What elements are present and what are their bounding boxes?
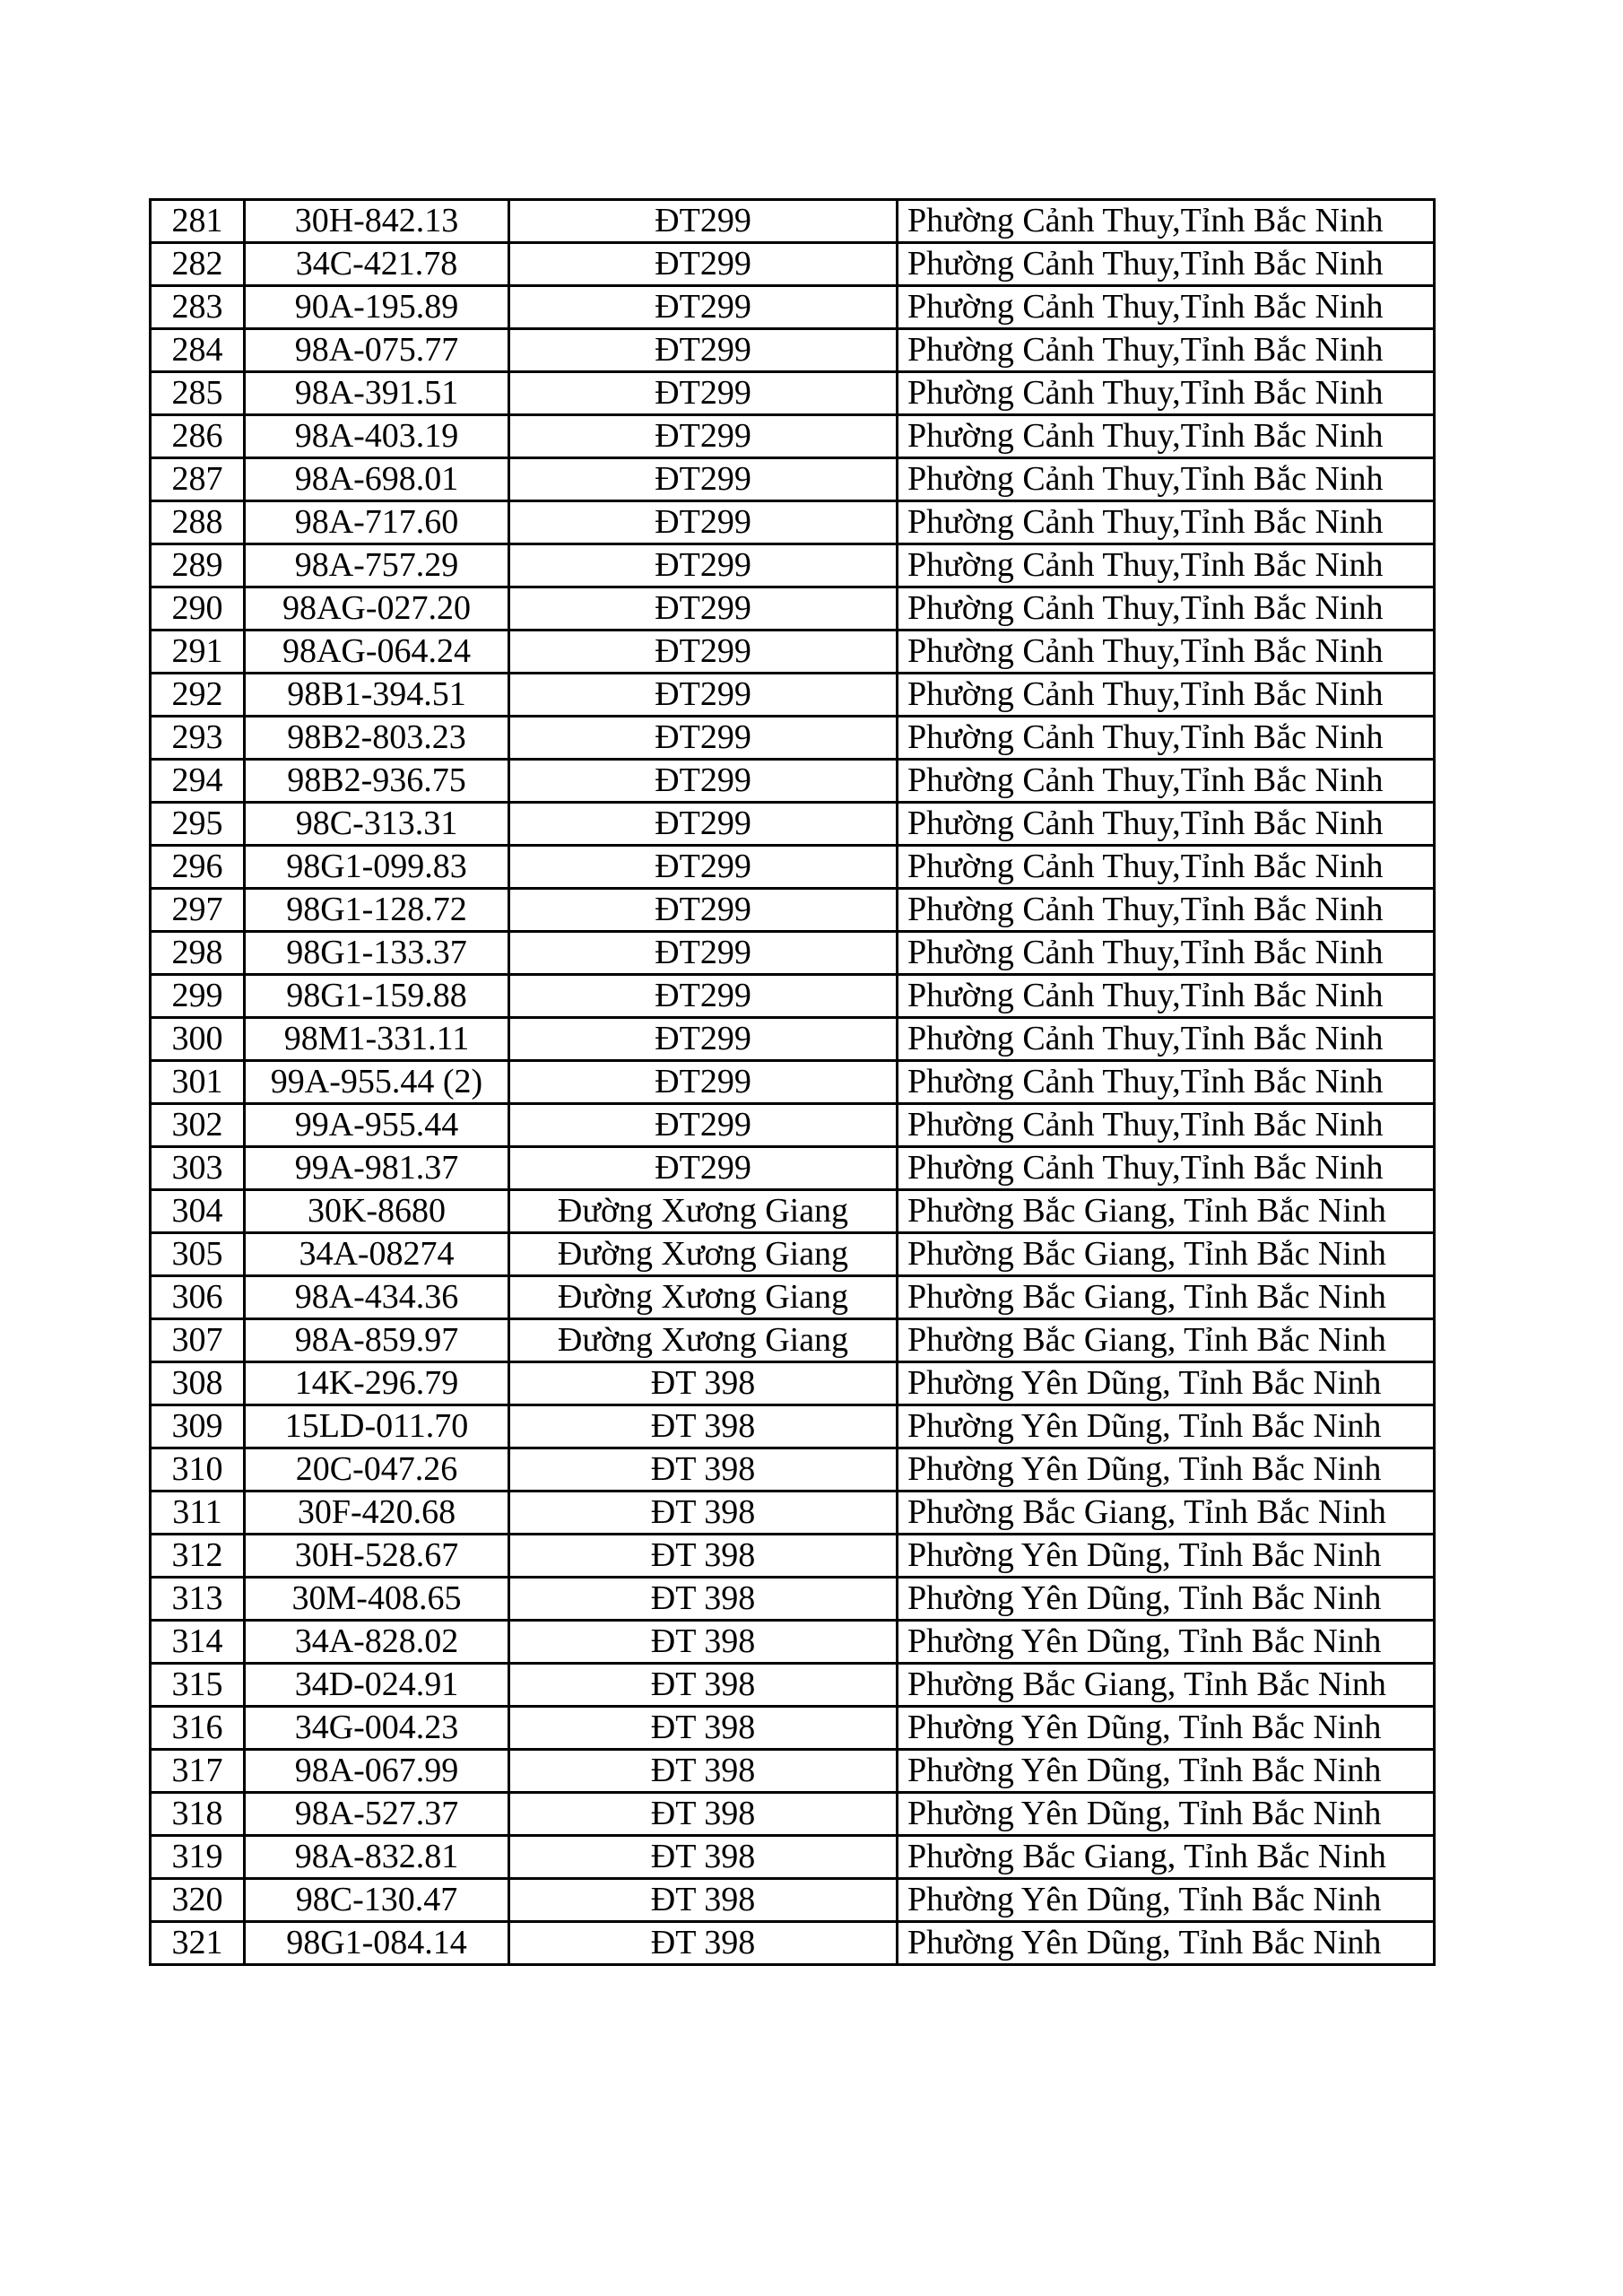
table-row <box>151 1578 1435 1621</box>
license-plate-cell: 98C-130.47 <box>245 1879 509 1922</box>
table-row <box>151 674 1435 717</box>
row-number-cell: 301 <box>151 1061 245 1104</box>
location-cell: Phường Yên Dũng, Tỉnh Bắc Ninh <box>898 1793 1435 1836</box>
table-row <box>151 243 1435 286</box>
row-number-cell: 319 <box>151 1836 245 1879</box>
row-number-cell: 303 <box>151 1147 245 1190</box>
table-row <box>151 501 1435 544</box>
road-cell: ĐT 398 <box>509 1836 898 1879</box>
license-plate-cell: 34D-024.91 <box>245 1664 509 1707</box>
table-row <box>151 932 1435 975</box>
table-row <box>151 1535 1435 1578</box>
license-plate-cell: 98G1-099.83 <box>245 846 509 889</box>
license-plate-cell: 98A-859.97 <box>245 1319 509 1362</box>
row-number-cell: 310 <box>151 1448 245 1492</box>
location-cell: Phường Cảnh Thuy,Tỉnh Bắc Ninh <box>898 587 1435 631</box>
license-plate-cell: 14K-296.79 <box>245 1362 509 1405</box>
location-cell: Phường Yên Dũng, Tỉnh Bắc Ninh <box>898 1362 1435 1405</box>
license-plate-cell: 98C-313.31 <box>245 803 509 846</box>
license-plate-cell: 30H-842.13 <box>245 200 509 243</box>
row-number-cell: 294 <box>151 760 245 803</box>
location-cell: Phường Cảnh Thuy,Tỉnh Bắc Ninh <box>898 501 1435 544</box>
road-cell: ĐT 398 <box>509 1448 898 1492</box>
location-cell: Phường Cảnh Thuy,Tỉnh Bắc Ninh <box>898 674 1435 717</box>
license-plate-cell: 90A-195.89 <box>245 286 509 329</box>
road-cell: ĐT299 <box>509 286 898 329</box>
location-cell: Phường Yên Dũng, Tỉnh Bắc Ninh <box>898 1405 1435 1448</box>
location-cell: Phường Bắc Giang, Tỉnh Bắc Ninh <box>898 1492 1435 1535</box>
row-number-cell: 284 <box>151 329 245 372</box>
row-number-cell: 306 <box>151 1276 245 1319</box>
location-cell: Phường Cảnh Thuy,Tỉnh Bắc Ninh <box>898 1104 1435 1147</box>
row-number-cell: 320 <box>151 1879 245 1922</box>
table-row <box>151 329 1435 372</box>
table-row <box>151 1879 1435 1922</box>
location-cell: Phường Cảnh Thuy,Tỉnh Bắc Ninh <box>898 200 1435 243</box>
row-number-cell: 311 <box>151 1492 245 1535</box>
table-row <box>151 372 1435 415</box>
table-row <box>151 889 1435 932</box>
row-number-cell: 300 <box>151 1018 245 1061</box>
license-plate-cell: 98G1-084.14 <box>245 1922 509 1965</box>
location-cell: Phường Bắc Giang, Tỉnh Bắc Ninh <box>898 1276 1435 1319</box>
road-cell: ĐT 398 <box>509 1492 898 1535</box>
road-cell: Đường Xương Giang <box>509 1190 898 1233</box>
row-number-cell: 317 <box>151 1750 245 1793</box>
table-row <box>151 1319 1435 1362</box>
row-number-cell: 288 <box>151 501 245 544</box>
location-cell: Phường Yên Dũng, Tỉnh Bắc Ninh <box>898 1535 1435 1578</box>
license-plate-cell: 15LD-011.70 <box>245 1405 509 1448</box>
row-number-cell: 296 <box>151 846 245 889</box>
road-cell: ĐT299 <box>509 975 898 1018</box>
road-cell: ĐT 398 <box>509 1362 898 1405</box>
row-number-cell: 290 <box>151 587 245 631</box>
road-cell: ĐT299 <box>509 846 898 889</box>
road-cell: ĐT 398 <box>509 1879 898 1922</box>
table-row <box>151 1836 1435 1879</box>
row-number-cell: 299 <box>151 975 245 1018</box>
road-cell: ĐT 398 <box>509 1535 898 1578</box>
row-number-cell: 289 <box>151 544 245 587</box>
license-plate-cell: 30M-408.65 <box>245 1578 509 1621</box>
road-cell: ĐT299 <box>509 1061 898 1104</box>
table-row <box>151 975 1435 1018</box>
table-row <box>151 760 1435 803</box>
location-cell: Phường Cảnh Thuy,Tỉnh Bắc Ninh <box>898 544 1435 587</box>
location-cell: Phường Bắc Giang, Tỉnh Bắc Ninh <box>898 1836 1435 1879</box>
road-cell: ĐT299 <box>509 501 898 544</box>
license-plate-cell: 98G1-159.88 <box>245 975 509 1018</box>
row-number-cell: 308 <box>151 1362 245 1405</box>
row-number-cell: 282 <box>151 243 245 286</box>
records-body <box>151 200 1435 1965</box>
location-cell: Phường Cảnh Thuy,Tỉnh Bắc Ninh <box>898 415 1435 458</box>
road-cell: ĐT 398 <box>509 1621 898 1664</box>
table-row <box>151 415 1435 458</box>
road-cell: ĐT 398 <box>509 1793 898 1836</box>
table-row <box>151 544 1435 587</box>
table-row <box>151 1793 1435 1836</box>
road-cell: ĐT299 <box>509 200 898 243</box>
location-cell: Phường Bắc Giang, Tỉnh Bắc Ninh <box>898 1319 1435 1362</box>
row-number-cell: 295 <box>151 803 245 846</box>
row-number-cell: 304 <box>151 1190 245 1233</box>
road-cell: Đường Xương Giang <box>509 1319 898 1362</box>
table-row <box>151 1922 1435 1965</box>
row-number-cell: 291 <box>151 631 245 674</box>
license-plate-cell: 34A-828.02 <box>245 1621 509 1664</box>
table-row <box>151 1276 1435 1319</box>
table-row <box>151 631 1435 674</box>
road-cell: ĐT299 <box>509 1104 898 1147</box>
location-cell: Phường Yên Dũng, Tỉnh Bắc Ninh <box>898 1448 1435 1492</box>
location-cell: Phường Cảnh Thuy,Tỉnh Bắc Ninh <box>898 631 1435 674</box>
road-cell: ĐT299 <box>509 329 898 372</box>
road-cell: Đường Xương Giang <box>509 1276 898 1319</box>
table-row <box>151 717 1435 760</box>
road-cell: ĐT 398 <box>509 1707 898 1750</box>
license-plate-cell: 98A-717.60 <box>245 501 509 544</box>
table-row <box>151 1061 1435 1104</box>
license-plate-cell: 98AG-027.20 <box>245 587 509 631</box>
license-plate-cell: 34A-08274 <box>245 1233 509 1276</box>
road-cell: ĐT299 <box>509 415 898 458</box>
location-cell: Phường Cảnh Thuy,Tỉnh Bắc Ninh <box>898 889 1435 932</box>
location-cell: Phường Bắc Giang, Tỉnh Bắc Ninh <box>898 1233 1435 1276</box>
license-plate-cell: 98A-075.77 <box>245 329 509 372</box>
table-row <box>151 803 1435 846</box>
row-number-cell: 285 <box>151 372 245 415</box>
location-cell: Phường Cảnh Thuy,Tỉnh Bắc Ninh <box>898 458 1435 501</box>
license-plate-cell: 99A-955.44 <box>245 1104 509 1147</box>
road-cell: ĐT299 <box>509 889 898 932</box>
location-cell: Phường Yên Dũng, Tỉnh Bắc Ninh <box>898 1922 1435 1965</box>
table-row <box>151 587 1435 631</box>
row-number-cell: 302 <box>151 1104 245 1147</box>
license-plate-cell: 20C-047.26 <box>245 1448 509 1492</box>
road-cell: ĐT299 <box>509 1018 898 1061</box>
location-cell: Phường Bắc Giang, Tỉnh Bắc Ninh <box>898 1190 1435 1233</box>
row-number-cell: 292 <box>151 674 245 717</box>
location-cell: Phường Cảnh Thuy,Tỉnh Bắc Ninh <box>898 372 1435 415</box>
license-plate-cell: 30K-8680 <box>245 1190 509 1233</box>
license-plate-cell: 98A-067.99 <box>245 1750 509 1793</box>
table-row <box>151 1147 1435 1190</box>
location-cell: Phường Yên Dũng, Tỉnh Bắc Ninh <box>898 1879 1435 1922</box>
row-number-cell: 307 <box>151 1319 245 1362</box>
road-cell: ĐT299 <box>509 932 898 975</box>
row-number-cell: 312 <box>151 1535 245 1578</box>
license-plate-cell: 99A-981.37 <box>245 1147 509 1190</box>
road-cell: ĐT 398 <box>509 1664 898 1707</box>
row-number-cell: 314 <box>151 1621 245 1664</box>
road-cell: ĐT299 <box>509 803 898 846</box>
license-plate-cell: 30F-420.68 <box>245 1492 509 1535</box>
license-plate-cell: 98A-434.36 <box>245 1276 509 1319</box>
road-cell: ĐT 398 <box>509 1578 898 1621</box>
location-cell: Phường Yên Dũng, Tỉnh Bắc Ninh <box>898 1621 1435 1664</box>
road-cell: ĐT299 <box>509 544 898 587</box>
road-cell: ĐT299 <box>509 1147 898 1190</box>
location-cell: Phường Cảnh Thuy,Tỉnh Bắc Ninh <box>898 932 1435 975</box>
row-number-cell: 293 <box>151 717 245 760</box>
location-cell: Phường Cảnh Thuy,Tỉnh Bắc Ninh <box>898 846 1435 889</box>
road-cell: ĐT 398 <box>509 1922 898 1965</box>
row-number-cell: 316 <box>151 1707 245 1750</box>
road-cell: ĐT299 <box>509 631 898 674</box>
license-plate-cell: 34G-004.23 <box>245 1707 509 1750</box>
license-plate-cell: 98A-403.19 <box>245 415 509 458</box>
license-plate-cell: 98B1-394.51 <box>245 674 509 717</box>
row-number-cell: 313 <box>151 1578 245 1621</box>
location-cell: Phường Yên Dũng, Tỉnh Bắc Ninh <box>898 1750 1435 1793</box>
table-row <box>151 1621 1435 1664</box>
road-cell: ĐT299 <box>509 243 898 286</box>
road-cell: ĐT 398 <box>509 1750 898 1793</box>
license-plate-cell: 30H-528.67 <box>245 1535 509 1578</box>
location-cell: Phường Cảnh Thuy,Tỉnh Bắc Ninh <box>898 1061 1435 1104</box>
table-row <box>151 200 1435 243</box>
license-plate-cell: 34C-421.78 <box>245 243 509 286</box>
row-number-cell: 297 <box>151 889 245 932</box>
table-row <box>151 1405 1435 1448</box>
location-cell: Phường Bắc Giang, Tỉnh Bắc Ninh <box>898 1664 1435 1707</box>
row-number-cell: 305 <box>151 1233 245 1276</box>
table-row <box>151 1233 1435 1276</box>
location-cell: Phường Yên Dũng, Tỉnh Bắc Ninh <box>898 1707 1435 1750</box>
table-row <box>151 458 1435 501</box>
table-row <box>151 1448 1435 1492</box>
license-plate-cell: 98A-698.01 <box>245 458 509 501</box>
table-row <box>151 1190 1435 1233</box>
row-number-cell: 287 <box>151 458 245 501</box>
road-cell: ĐT299 <box>509 587 898 631</box>
location-cell: Phường Cảnh Thuy,Tỉnh Bắc Ninh <box>898 243 1435 286</box>
location-cell: Phường Cảnh Thuy,Tỉnh Bắc Ninh <box>898 803 1435 846</box>
license-plate-cell: 98AG-064.24 <box>245 631 509 674</box>
table-row <box>151 846 1435 889</box>
road-cell: ĐT299 <box>509 674 898 717</box>
row-number-cell: 315 <box>151 1664 245 1707</box>
row-number-cell: 309 <box>151 1405 245 1448</box>
violation-records-table <box>149 198 1436 1966</box>
license-plate-cell: 98A-757.29 <box>245 544 509 587</box>
road-cell: ĐT299 <box>509 372 898 415</box>
road-cell: ĐT299 <box>509 458 898 501</box>
row-number-cell: 321 <box>151 1922 245 1965</box>
table-row <box>151 1664 1435 1707</box>
table-row <box>151 1018 1435 1061</box>
location-cell: Phường Cảnh Thuy,Tỉnh Bắc Ninh <box>898 975 1435 1018</box>
license-plate-cell: 98B2-803.23 <box>245 717 509 760</box>
road-cell: ĐT 398 <box>509 1405 898 1448</box>
location-cell: Phường Cảnh Thuy,Tỉnh Bắc Ninh <box>898 329 1435 372</box>
license-plate-cell: 98A-832.81 <box>245 1836 509 1879</box>
license-plate-cell: 98B2-936.75 <box>245 760 509 803</box>
table-row <box>151 1362 1435 1405</box>
location-cell: Phường Yên Dũng, Tỉnh Bắc Ninh <box>898 1578 1435 1621</box>
location-cell: Phường Cảnh Thuy,Tỉnh Bắc Ninh <box>898 760 1435 803</box>
license-plate-cell: 98G1-133.37 <box>245 932 509 975</box>
road-cell: ĐT299 <box>509 760 898 803</box>
row-number-cell: 318 <box>151 1793 245 1836</box>
license-plate-cell: 99A-955.44 (2) <box>245 1061 509 1104</box>
license-plate-cell: 98A-391.51 <box>245 372 509 415</box>
row-number-cell: 283 <box>151 286 245 329</box>
location-cell: Phường Cảnh Thuy,Tỉnh Bắc Ninh <box>898 286 1435 329</box>
table-row <box>151 286 1435 329</box>
road-cell: Đường Xương Giang <box>509 1233 898 1276</box>
table-row <box>151 1104 1435 1147</box>
table-row <box>151 1750 1435 1793</box>
license-plate-cell: 98A-527.37 <box>245 1793 509 1836</box>
row-number-cell: 298 <box>151 932 245 975</box>
location-cell: Phường Cảnh Thuy,Tỉnh Bắc Ninh <box>898 1147 1435 1190</box>
row-number-cell: 286 <box>151 415 245 458</box>
table-row <box>151 1707 1435 1750</box>
location-cell: Phường Cảnh Thuy,Tỉnh Bắc Ninh <box>898 1018 1435 1061</box>
table-row <box>151 1492 1435 1535</box>
location-cell: Phường Cảnh Thuy,Tỉnh Bắc Ninh <box>898 717 1435 760</box>
road-cell: ĐT299 <box>509 717 898 760</box>
license-plate-cell: 98M1-331.11 <box>245 1018 509 1061</box>
row-number-cell: 281 <box>151 200 245 243</box>
license-plate-cell: 98G1-128.72 <box>245 889 509 932</box>
